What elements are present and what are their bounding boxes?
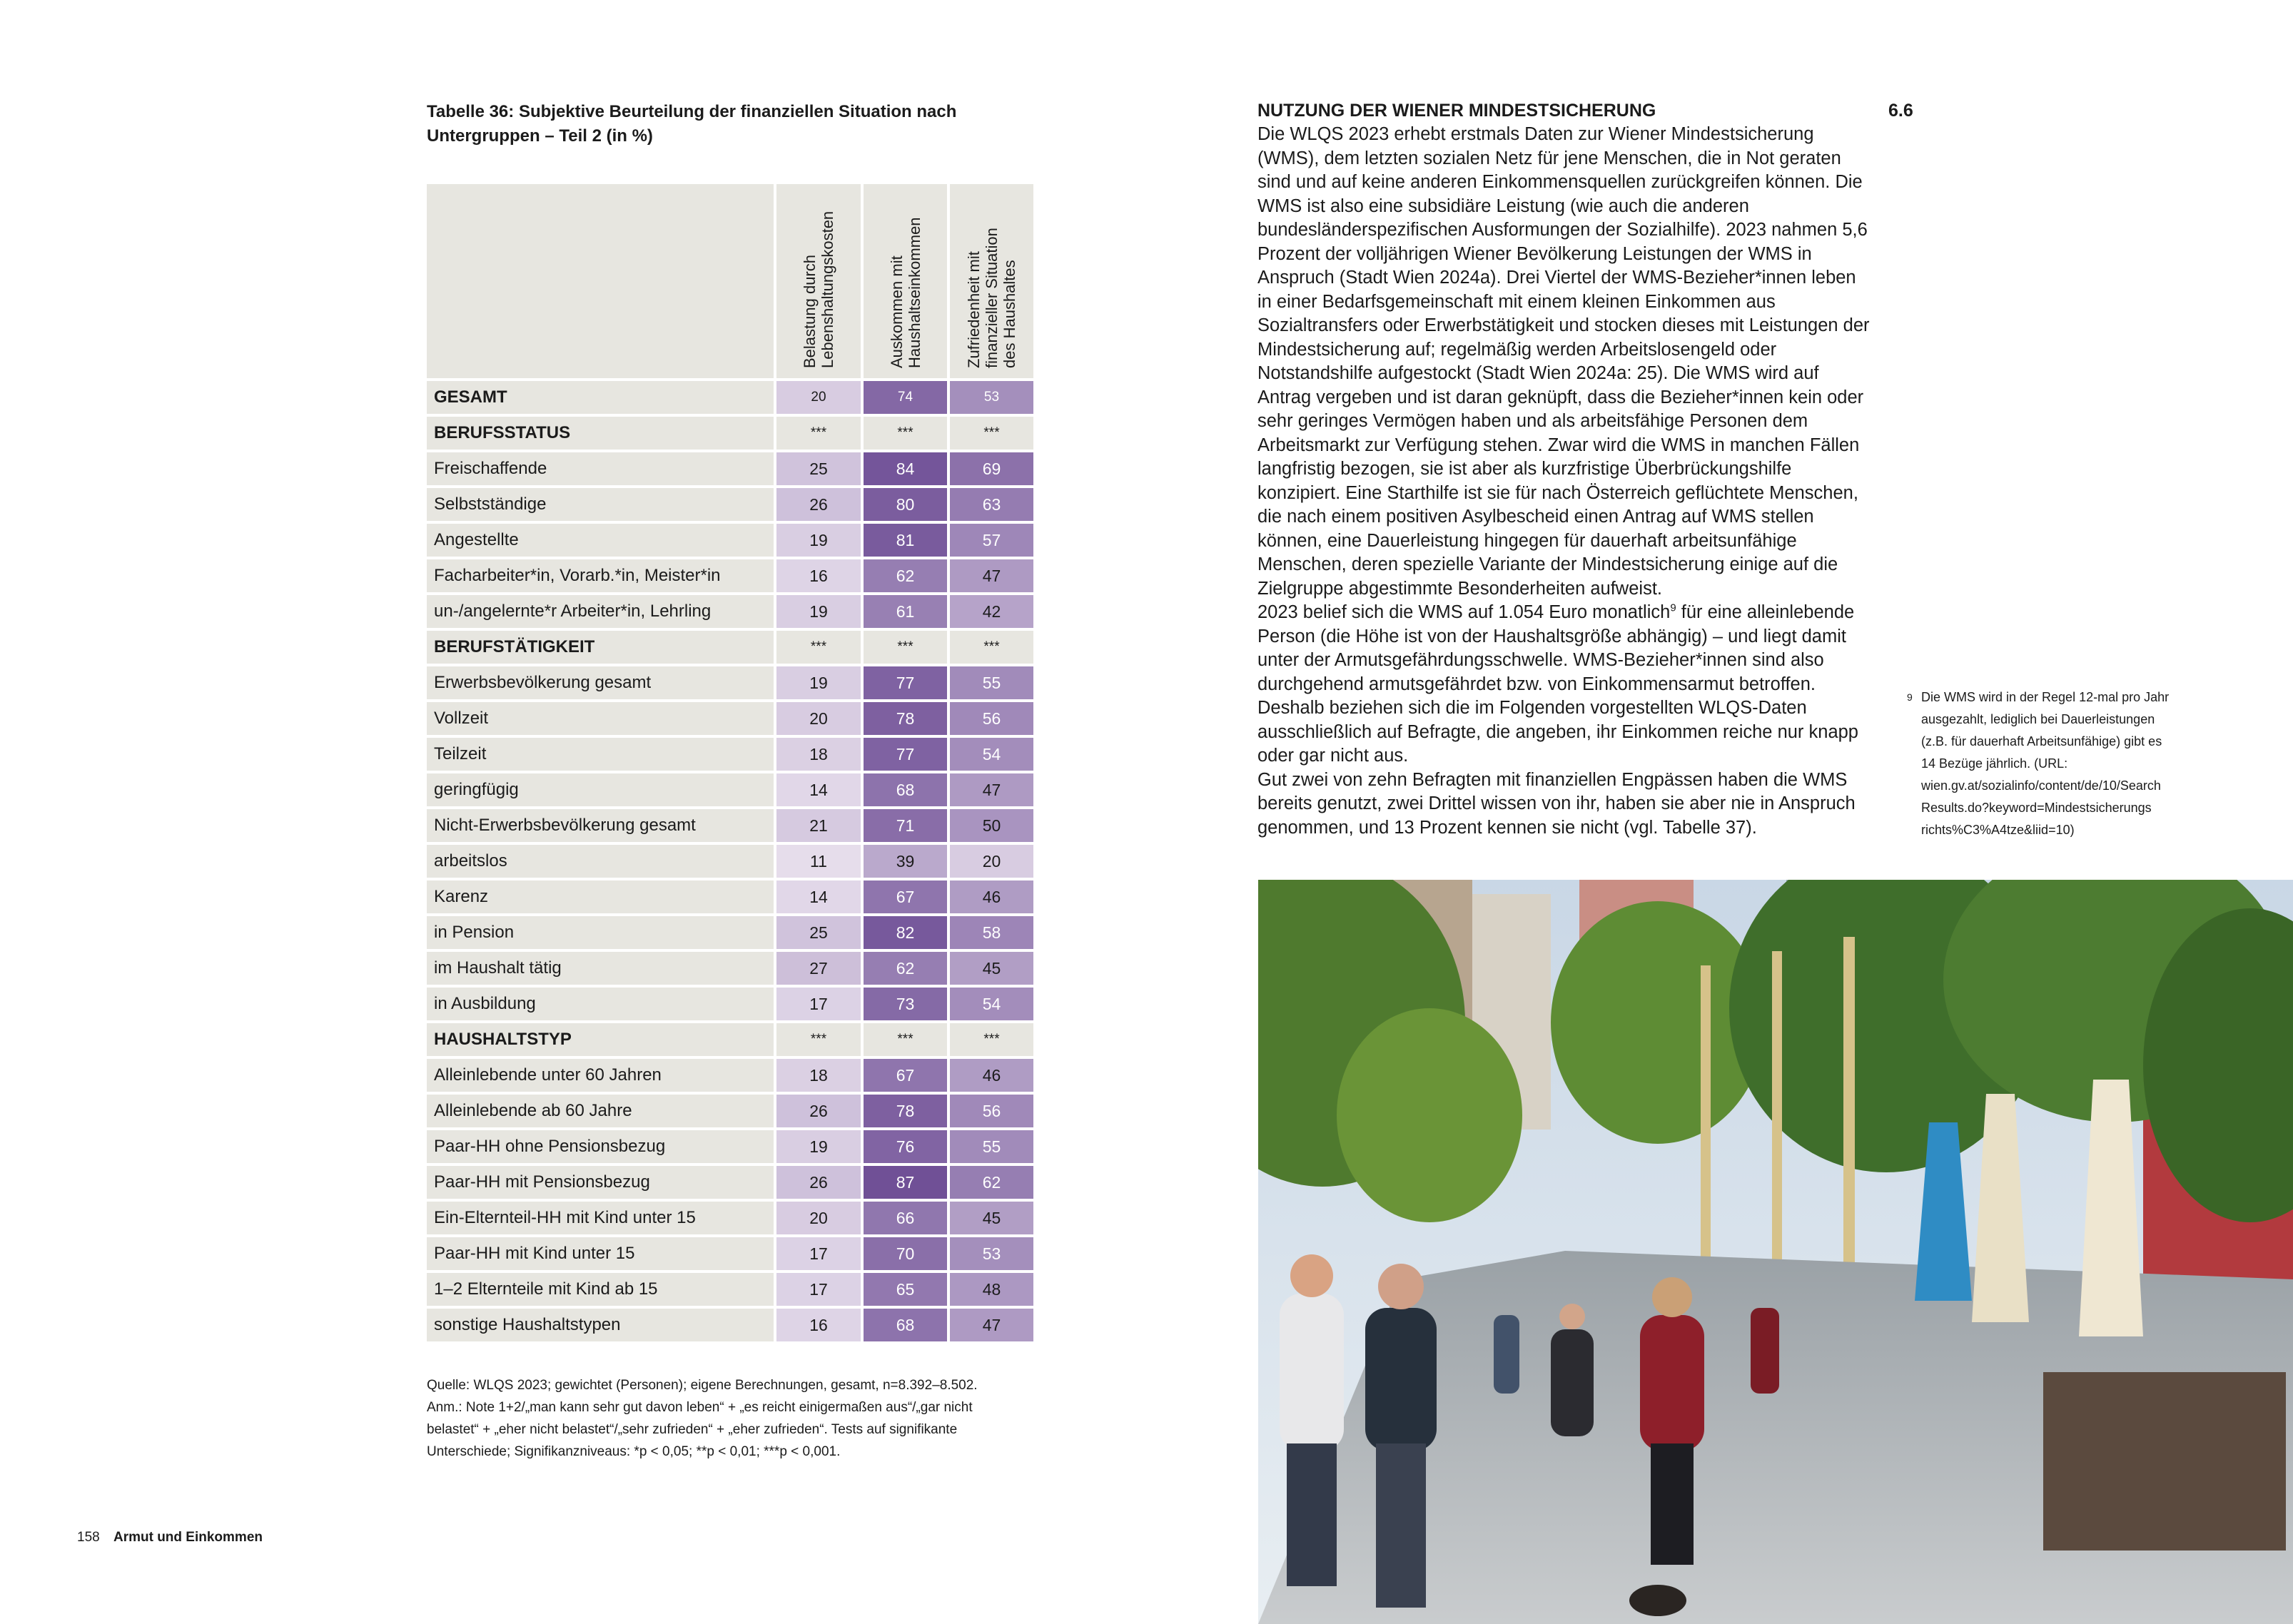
value-cell: 74 [861,381,947,417]
value-cell: 42 [947,595,1033,631]
table-header-row [427,184,1033,381]
value-cell: 25 [774,452,861,488]
value-cell: 77 [861,738,947,773]
page-number: 158 [77,1530,100,1545]
footnote [1907,686,2175,841]
column-header-label: Belastung durch Lebenshaltungskosten [801,210,836,368]
value-cell: 81 [861,524,947,559]
value-cell: 18 [774,1059,861,1095]
footnote-text: Die WMS wird in der Regel 12-mal pro Jahr ausgezahlt, lediglich bei Dauerleistungen (z.B. für dauerhaft Arbeitsunfähige) gibt es 14 Bezüge jährlich. (URL: wien.gv.at/sozialinfo/content/de/10/Search Results.do?keyword=Mindestsicherungs richts%C3%A4tze&liid=10) [1921,690,2170,837]
value-cell: 80 [861,488,947,524]
value-cell: 19 [774,666,861,702]
value-cell: 17 [774,1237,861,1273]
value-cell: 54 [947,988,1033,1023]
column-header [947,184,1033,381]
value-cell: 63 [947,488,1033,524]
row-label: Angestellte [427,524,774,559]
value-cell: 68 [861,1309,947,1344]
footnote-reference: 9 [1670,602,1676,614]
table-row [427,488,1033,524]
value-cell: 48 [947,1273,1033,1309]
planter [2043,1372,2286,1551]
value-cell: *** [947,1023,1033,1059]
value-cell: 55 [947,1130,1033,1166]
row-label: Facharbeiter*in, Vorarb.*in, Meister*in [427,559,774,595]
value-cell: 47 [947,773,1033,809]
row-label: BERUFSTÄTIGKEIT [427,631,774,666]
row-label: Selbstständige [427,488,774,524]
value-cell: 87 [861,1166,947,1202]
table-body [427,381,1033,1344]
value-cell: 50 [947,809,1033,845]
column-header-label: Zufriedenheit mit finanzieller Situation des Haushaltes [965,228,1018,368]
value-cell: 55 [947,666,1033,702]
table-row [427,702,1033,738]
table-row [427,381,1033,417]
value-cell: 46 [947,1059,1033,1095]
table-row [427,595,1033,631]
value-cell: 56 [947,1095,1033,1130]
value-cell: *** [774,631,861,666]
value-cell: 76 [861,1130,947,1166]
source-note-line: Unterschiede; Signifikanzniveaus: *p < 0,05; **p < 0,01; ***p < 0,001. [427,1444,841,1459]
table-row [427,916,1033,952]
value-cell: *** [774,1023,861,1059]
street-pole [1701,965,1711,1265]
value-cell: 20 [774,702,861,738]
value-cell: 20 [774,1202,861,1237]
row-label: im Haushalt tätig [427,952,774,988]
value-cell: 78 [861,1095,947,1130]
value-cell: 68 [861,773,947,809]
source-note-line: Anm.: Note 1+2/„man kann sehr gut davon leben“ + „es reicht einigermaßen aus“/„gar nicht [427,1400,973,1415]
row-label: GESAMT [427,381,774,417]
source-note-line: Quelle: WLQS 2023; gewichtet (Personen); eigene Berechnungen, gesamt, n=8.392–8.502. [427,1378,978,1393]
row-label: Paar-HH ohne Pensionsbezug [427,1130,774,1166]
value-cell: *** [947,417,1033,452]
value-cell: 19 [774,524,861,559]
table-row [427,1202,1033,1237]
page-footer [77,1530,263,1546]
body-paragraph-rest: für eine alleinlebende Person (die Höhe ist von der Haushaltsgröße abhängig) – und liegt damit unter der Armutsgefährdungsschwelle. WMS-Bezieher*innen sind also durchgehend armutsgefährdet bzw. von Einkommensarmut betroffen. Deshalb beziehen sich die im Folgenden vorgestellten WLQS-Daten ausschließlich auf Befragte, die angeben, ihr Einkommen reiche nur knapp oder gar nicht aus. [1257,602,1858,766]
value-cell: 62 [861,952,947,988]
row-label: Ein-Elternteil-HH mit Kind unter 15 [427,1202,774,1237]
section-heading: NUTZUNG DER WIENER MINDESTSICHERUNG [1257,101,1656,121]
value-cell: 61 [861,595,947,631]
value-cell: 47 [947,1309,1033,1344]
value-cell: 14 [774,880,861,916]
table-row [427,631,1033,666]
value-cell: 17 [774,1273,861,1309]
row-label: un-/angelernte*r Arbeiter*in, Lehrling [427,595,774,631]
footnote-mark: 9 [1907,691,1913,703]
table-row [427,988,1033,1023]
value-cell: 20 [947,845,1033,880]
value-cell: 62 [947,1166,1033,1202]
table-row [427,1095,1033,1130]
row-label: Teilzeit [427,738,774,773]
row-label: Alleinlebende ab 60 Jahre [427,1095,774,1130]
value-cell: 67 [861,1059,947,1095]
column-header-label: Auskommen mit Haushaltseinkommen [887,217,923,368]
table-row [427,666,1033,702]
value-cell: 82 [861,916,947,952]
value-cell: 65 [861,1273,947,1309]
value-cell: 46 [947,880,1033,916]
value-cell: 71 [861,809,947,845]
value-cell: 26 [774,488,861,524]
body-paragraph-start: 2023 belief sich die WMS auf 1.054 Euro monatlich [1257,602,1671,622]
value-cell: 25 [774,916,861,952]
table-row [427,1130,1033,1166]
row-label: Karenz [427,880,774,916]
section-number: 6.6 [1888,101,1913,121]
value-cell: 20 [774,381,861,417]
value-cell: 17 [774,988,861,1023]
row-label: Paar-HH mit Pensionsbezug [427,1166,774,1202]
value-cell: 27 [774,952,861,988]
table-row [427,1237,1033,1273]
row-label: arbeitslos [427,845,774,880]
value-cell: 16 [774,559,861,595]
value-cell: 18 [774,738,861,773]
row-label: BERUFSSTATUS [427,417,774,452]
body-paragraph [1257,601,1871,768]
table-row [427,524,1033,559]
value-cell: 70 [861,1237,947,1273]
table-row [427,809,1033,845]
table-row [427,773,1033,809]
table-row [427,845,1033,880]
row-label: Freischaffende [427,452,774,488]
row-label: Alleinlebende unter 60 Jahren [427,1059,774,1095]
value-cell: 78 [861,702,947,738]
value-cell: 39 [861,845,947,880]
value-cell: 73 [861,988,947,1023]
row-label: geringfügig [427,773,774,809]
value-cell: 45 [947,1202,1033,1237]
value-cell: 77 [861,666,947,702]
source-note-line: belastet“ + „eher nicht belastet“/„sehr zufrieden“ + „eher zufrieden“. Tests auf signifikante [427,1422,958,1437]
value-cell: 19 [774,595,861,631]
value-cell: 16 [774,1309,861,1344]
row-label: 1–2 Elternteile mit Kind ab 15 [427,1273,774,1309]
value-cell: 14 [774,773,861,809]
column-header [774,184,861,381]
value-cell: *** [861,1023,947,1059]
table-row [427,1273,1033,1309]
value-cell: 19 [774,1130,861,1166]
value-cell: *** [861,417,947,452]
value-cell: 69 [947,452,1033,488]
table-row [427,1059,1033,1095]
value-cell: 45 [947,952,1033,988]
table-row [427,738,1033,773]
row-label: in Ausbildung [427,988,774,1023]
value-cell: 54 [947,738,1033,773]
table-row [427,417,1033,452]
value-cell: 58 [947,916,1033,952]
value-cell: 57 [947,524,1033,559]
value-cell: 67 [861,880,947,916]
chapter-title: Armut und Einkommen [113,1530,263,1545]
source-note [427,1374,1041,1463]
value-cell: 53 [947,1237,1033,1273]
row-label: in Pension [427,916,774,952]
column-header [861,184,947,381]
row-label: sonstige Haushaltstypen [427,1309,774,1344]
row-label: HAUSHALTSTYP [427,1023,774,1059]
street-pole [1843,937,1855,1294]
street-scene-image [1258,880,2293,1624]
value-cell: 66 [861,1202,947,1237]
table-title: Tabelle 36: Subjektive Beurteilung der finanziellen Situation nach Untergruppen – Teil 2 (in %) [427,102,957,146]
data-table [427,184,1033,1344]
value-cell: *** [861,631,947,666]
street-pole [1772,951,1782,1279]
value-cell: *** [774,417,861,452]
body-text [1257,123,1871,840]
table-header-corner [427,184,774,381]
table-row [427,1309,1033,1344]
table-row [427,452,1033,488]
row-label: Paar-HH mit Kind unter 15 [427,1237,774,1273]
value-cell: 11 [774,845,861,880]
value-cell: 26 [774,1095,861,1130]
value-cell: 62 [861,559,947,595]
row-label: Vollzeit [427,702,774,738]
row-label: Nicht-Erwerbsbevölkerung gesamt [427,809,774,845]
body-paragraph: Gut zwei von zehn Befragten mit finanziellen Engpässen haben die WMS bereits genutzt, zwei Drittel wissen von ihr, haben sie aber nie in Anspruch genommen, und 13 Prozent kennen sie nicht (vgl. Tabelle 37). [1257,769,1856,838]
value-cell: 47 [947,559,1033,595]
value-cell: 21 [774,809,861,845]
value-cell: *** [947,631,1033,666]
tree [1337,1008,1522,1222]
value-cell: 53 [947,381,1033,417]
table-row [427,1166,1033,1202]
value-cell: 26 [774,1166,861,1202]
body-paragraph: Die WLQS 2023 erhebt erstmals Daten zur Wiener Mindestsicherung (WMS), dem letzten sozialen Netz für jene Menschen, die in Not geraten sind und auf keine anderen Einkommensquellen zurückgreifen können. Die WMS ist also eine subsidiäre Leistung (wie auch die anderen bundesländerspezifischen Ausformungen der Sozialhilfe). 2023 nahmen 5,6 Prozent der volljährigen Wiener Bevölkerung Leistungen der WMS in Anspruch (Stadt Wien 2024a). Drei Viertel der WMS-Bezieher*innen leben in einer Bedarfsgemeinschaft mit einem kleinen Einkommen aus Sozialtransfers oder Erwerbstätigkeit und stocken dieses mit Leistungen der Mindestsicherung auf; regelmäßig werden Arbeitslosengeld oder Notstandshilfe aufgestockt (Stadt Wien 2024a: 25). Die WMS wird auf Antrag vergeben und ist daran geknüpft, dass die Bezieher*innen kein oder sehr geringes Vermögen haben und als arbeitsfähige Personen dem Arbeitsmarkt zur Verfügung stehen. Zwar wird die WMS in manchen Fällen langfristig bezogen, sie ist aber als kurzfristige Überbrückungshilfe konzipiert. Eine Starthilfe ist sie für nach Österreich geflüchtete Menschen, die nach einem positiven Asylbescheid einen Antrag auf WMS stellen können, eine Dauerleistung hingegen für dauerhaft arbeitsunfähige Menschen, deren spezielle Variante der Mindestsicherung einige auf die Zielgruppe abgestimmte Besonderheiten aufweist. [1257,124,1870,599]
row-label: Erwerbsbevölkerung gesamt [427,666,774,702]
value-cell: 56 [947,702,1033,738]
table-row [427,880,1033,916]
value-cell: 84 [861,452,947,488]
table-row [427,952,1033,988]
table-row [427,559,1033,595]
table-row [427,1023,1033,1059]
street-photo [1258,880,2293,1624]
